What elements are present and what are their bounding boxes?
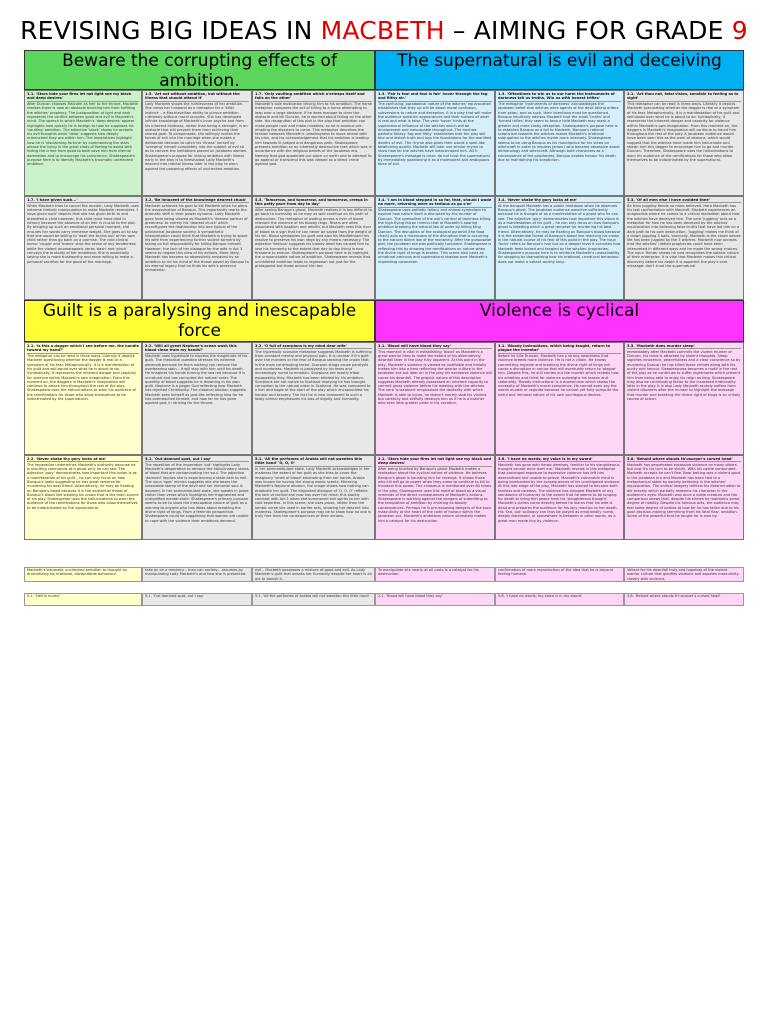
quote-heading: 1.3. 'Fair is foul and foul is fair' hover through the fog and filthy air.': [378, 92, 492, 102]
quote-cell: [375, 196, 495, 300]
theme-ambition-label: Beware the corrupting effects of ambition.: [62, 51, 337, 90]
title-mid: – AIMING FOR GRADE: [444, 16, 732, 45]
fragment-quote: [624, 593, 744, 606]
fragment-heading: 5.8. 'I have no words; my voice is in my sword': [498, 594, 583, 598]
quote-cell: [624, 455, 744, 540]
quote-analysis: The metaphor can be read in three ways. Literally it depicts Macbeth questioning whether the dagger is real or a symptom of his fear. Metaphorically, it is a manifestation of his guilt and self-doubt over what he is about to do. Symbolically, it represents the inherent danger and capacity for violence within Macbeth's own imagination. From this moment on, the daggers in Macbeth's imagination will continue to attack him throughout the rest of the play. Shakespeare uses the hallucinations to warn his audience of the ramifications for those who allow themselves to be indoctrinated by the supernatural.: [27, 354, 136, 402]
quote-analysis: Immediately after Macbeth commits the violent murder of Duncan, his mind is attacked by violent thoughts. Sleep signifies innocence, peacefulness and a clear conscience so by murdering Duncan he has killed those virtues along with his purity and honour. Sleeplessness becomes a motif in the rest of the play as he continues to suffer nightmares which prevent him from being able to enjoy his reign as king. Shakespeare may also be contributing factor to the increased irrationality later in the play. It is also Lady Macbeth acutely suffers from violent disorders after the murder to highlight the message that murder and breaking the divine right of kings is an unholy course of action.: [627, 349, 741, 402]
quote-cell: [24, 90, 142, 196]
quote-analysis: Shakespeare uses pathetic fallacy and animal symbolism to explore how nature itself is disrupted by the murder of Duncan. The symbolism of the owl's control of darkness killing the high-flying falcon mimics that of Macbeth's soaring ambition breaking the natural law of order by killing King Duncan. The disruption of the ecological pyramid (the food chain) acts as a microcosm of the disruption that is occurring to the natural divine law of the monarchy. After the gunpowder plot, the Jacobean era was politically turbulent. Shakespeare is reflecting this by showing the ramifications on nature when the divine right of kings is broken. This scene also casts an unnatural ominous and supernatural shadow over Macbeth's impending coronation.: [378, 208, 492, 264]
fragment-text: To manipulate sits nearly at all costs is a catalyst for his destruction.: [375, 567, 495, 582]
title-play: MACBETH: [320, 16, 445, 45]
quote-heading: 3.4. 'I am in blood stepped in so far, that, should I wade no more, returning were as tedious as go o'er': [378, 198, 492, 207]
fragment-text: Valiant for his downfall truly and hopeless of the violent warrior culture that glorifies violence and equates masculinity closely with violence.: [624, 567, 744, 582]
quote-analysis: After being taunted by Banquo's ghost Macbeth makes a realisation about the cyclical nature of violence. He believes Banquo's ghost is haunting him for revenge. It shows those who kill will go to power when they come to continue to kill to maintain this power. The chiasmus is mentioned over 60 times in the play, Shakespeare uses this motif of blood as a visual reminder of the direct consequences of Macbeth's actions. Shakespeare is warning against the dangers of submitting to the temptation of ambition by charting its bloody consequences. Perhaps he is pre-exposing dangers of the toxic masculinity at the heart of the code of honour within the Jacobean era. Macbeth's ambitious nature ultimately makes him a catalyst for his destruction.: [378, 467, 492, 523]
fragment-heading: 2.1. 'Blood will have blood they say': [378, 594, 443, 598]
quote-analysis: The repetition of the imperative 'out' highlights Lady Macbeth's desperation to remove the hallucinatory stains of blood that are contaminating her soul. The adjective 'damned' implies she is experiencing a state akin to hell. The noun 'spot' mimics suggests she she bears the inexorable stamp of the devil and her immortal soul is doomed. In her somnambulant state, she speaks in prose rather than verse which highlights her fragmented and unsignified mental state. Shakespeare's primary purpose seems to be to show the inescapable nature of guilt as a warning to anyone who has ideas about breaking the divine right of kings. From a feminist perspective, Shakespeare could be suggesting that women are unable to cope with the violence their ambitions demand.: [145, 462, 249, 523]
quote-analysis: Lady Macbeth shows the ruthlessness of her ambition. She views her husband as a metaphor for a 'killer instinct' – a Machiavellian ability to pursue ambition ruthlessly without moral scruples. She has developed infinite knowledge of Macbeth's inner psyche and from his inherent kindness, rather than being a strength, is an obstacle that will prevent them from achieving their shared goal. To compensate, she willingly invites the forces of evil into the marriage when she makes a deliberate decision to catch his 'illness' herself by 'screwing' herself completely into the subject of evil so as to convert the limitations placed on Jacobean women. Shakespeare's purpose for linking ambition with illness early in the play is to foreshadow Lady Macbeth's descent into mental illness later in the play to warn against the poisoning effects of unchecked ambition.: [145, 102, 248, 171]
quote-analysis: Be thou juggling fiends no more believed. Here Macbeth has his last confrontation with Macduff, Macbeth experiences an anagnorisis where he comes to a critical realisation about how the witches have deceived him. The verb 'juggling' acts as a metaphor for how he has been deceived by the witches' equivocation into believing false truths that have led him on a dark path to his own destruction. 'Juggling' makes me think of a clown juggling 3 balls. Ironically, Macbeth is the clown whose life has been juggled by the 3 witches. Macbeth now accepts that the witches' riddled prophecies could have been interpreted in different ways and he made the wrong choices. The noun 'fiends' shows he now recognises the satanic nature of their enterprise. It is vital that Macbeth makes this critical discovery before his death it is apparent the play's core message: don't trust the supernatural.: [627, 203, 741, 268]
quote-cell: [142, 90, 252, 196]
fragment-quote: [252, 593, 375, 606]
quote-cell: [624, 196, 744, 300]
quote-heading: 2.2. 'Never shake thy gory locks at me': [27, 457, 139, 462]
fragment-heading: 5.8. 'Behold where stands th'usurper's cursed head': [627, 594, 721, 598]
quote-analysis: Macbeth uses hyperbole to express the magnitude of his guilt. The rhetorical question stresses his extreme paranoia because he fears nothing can remove the overbearing stain – it will stay with him until his death. He imagines his hands turning the sea red because it is unnatural and has corrupted the natural order. The quantity of blood suggests he is drowning in his own guilt. Neptune is a pagan God reflecting how Macbeth has rejected Christianity. The classical allusion suggests Macbeth sees himself as god-like reflecting how far he has overreached himself, and how far he has gone against god, in striving for the throne.: [145, 354, 248, 406]
quote-heading: 2.1. 'Stars hide your fires let not light see my black and deep desires': [378, 457, 492, 466]
quote-analysis: Before he kills Duncan, Macbeth has a strong awareness that violence breeds more violence. He is not a villain. He knows committing regicide and breaking the divine right of kings will cause a disruption in nature that will eventually return to 'plague' him. Despite this, he still carries out the murder which reveals how his ambition and thirst for violence outweighs his reason and rationality. 'Bloody instructions' is a euphemism which shows the necessity of Macbeth's moral conscience. He cannot even say the words murder or regicide because he cannot yet fully compute the sinful and immoral nature of his own sacrilegious desires.: [498, 354, 619, 397]
theme-guilt: [24, 300, 375, 342]
fragment-text: evil – Macbeth possesses a mixture of good and evil. As Lady Macbeth's guilt that wreaks her humanity despite her heart is an act to banish it.: [252, 567, 375, 582]
quote-cell: [495, 196, 624, 300]
quote-analysis: This metaphor can be read in three ways. Literally it depicts Macbeth speculating whether the dagger is real or a symptom of his fear. Metaphorically, it is a manifestation of his guilt and self-doubt over what he is about to do. Symbolically, it represents the inherent danger and capacity for violence within Macbeth's own imagination. From this moment on, the daggers in Macbeth's imagination will continue to haunt him throughout the rest of the play. A Jacobean audience would have been seen this as the work of demons, which would suggest that the witches have made him hallucinate and shown him this dagger to encourage him to go and murder Duncan. Therefore, Shakespeare uses the hallucinations to warn his audience of the ramifications for those who allow themselves to be indoctrinated by the supernatural.: [627, 102, 740, 162]
quote-analysis: The imperative undermines Macbeth's authority because he is shouting commands at a ghost only he can see. The adjective 'gory' demonstrates how important this vision is as a manifestation of his guilt – he can only focus on how Banquo's looks suggesting he has great remorse for murdering his best friend. Alternatively, he may be fixating on Banquo's blood because it is the existential threat of Banquo's blood line stealing his crown that is the main source of his play. Shakespeare uses the hallucinations to warn the audience of the ramifications for those who allow themselves to be indoctrinated by the supernatural.: [27, 462, 139, 510]
quote-cell: [495, 342, 624, 455]
quote-cell: [375, 455, 495, 540]
quote-heading: 1.5. 'Art not without ambition, but without the illness that should attend it': [145, 92, 249, 102]
quote-cell: [24, 342, 142, 455]
quote-cell: [24, 455, 142, 540]
quote-heading: 3.1. 'Bloody instructions, which being taught, return to plague the inventor': [498, 344, 621, 354]
quote-cell: [375, 342, 495, 455]
title-prefix: REVISING BIG IDEAS IN: [20, 16, 321, 45]
quote-heading: 3.5. 'Macbeth does murder sleep': [627, 344, 741, 349]
quote-heading: 3.4. 'Never shake thy gory locks at me': [498, 198, 621, 203]
quote-heading: 1.1. 'Stars hide your fires let not light see my black and deep desires': [27, 92, 139, 102]
fragment-quote: [375, 593, 495, 606]
quote-analysis: After seeing Banquo's ghost, Macbeth realises it is too difficult to go back to normality so he may as well continue on his path of destruction. The metaphor of wading across a river of blood relevant the violence of his bloody reign. Rivers are often associated with baptism and rebirth, but Macbeth sees this river of blood as a sign that he can never be saved from the weight of his sin. Blood symbolizes his guilt and also his MacBeth/and his resolve to preserve his own reign by any means necessary. The adjective 'tedious' suggests his bloody deed has caused him to lose his humanity to the extent that day to day living is now tiresome to endure. Shakespeare's purpose here is to highlight the unquenchable nature of ambition. Shakespeare reveals that uninhibited ambition leads to regression not just for the protagonist but those around him too.: [255, 208, 372, 268]
quote-analysis: In her somnambulant state, Lady Macbeth acknowledges in her madness the extent of her guilt as she tries to cover the imaginary 'smell of blood' emanating from her hands. Arabia was known for having the strong exotic scents. Mirroring Macbeth's Neptune allusion, the image shows how nothing can eradicate her guilt. The disjointed dialogue of 'O, O, O' reflects the lack of control she now has over her mind: this starkly contrast with Act 1 when she summoned evil spirits to her with cold expertise. In this scene, she uses prose, rather than the iambic verse she used in earlier acts, showing her descent into madness. Shakespeare's purpose may be to show how no one is truly free from the consequences of their actions.: [255, 467, 372, 519]
quote-cell: [252, 455, 375, 540]
quote-cell: [252, 90, 375, 196]
quote-heading: 3.1. 'Blood will have blood they say': [378, 344, 492, 349]
quote-cell: [142, 196, 252, 300]
fragment-heading: 5.1. 'All the perfumes of Arabia will not sweeten this little hand': [255, 594, 370, 598]
quote-cell: [252, 342, 375, 455]
quote-heading: 2.1. 'Is this a dagger which I see before me, the handle toward my hand?': [27, 344, 139, 353]
quote-heading: 5.3. 'Of all men else I have avoided thee': [627, 198, 741, 203]
fragment-quote: [24, 593, 142, 606]
quote-cell: [495, 455, 624, 540]
page-title: [0, 16, 768, 45]
fragment-quote: [495, 593, 624, 606]
quote-cell: [252, 196, 375, 300]
fragment-quote: [142, 593, 252, 606]
quote-heading: 1.7. 'I have given suck...': [27, 198, 139, 203]
fragment-text: take on on a mockery... men can society... assumes by manipulating Lady Macbeth's and how she is presented.: [142, 567, 252, 582]
quote-analysis: The metaphor 'instruments of darkness' acknowledges the Jacobean belief that witches were agents of the devil taking orders from satan, and as such, their intentions must be questioned. Banquo intuitively advises Macbeth that the small 'truths' and 'honest trifles' they seem to favour hold Macbeth may mask a greater and more costly deception. Shakespeare's purpose here is to establish Banquo as a foil to Macbeth. Banquo's rational scepticism towards the witches makes Macbeth's irrational subjugation to the witches rhyme more intensely. Shakespeare seems to be using Banquo as his mouthpiece for his views on witchcraft in order to impress James I who became obsessive about demonology and witchcraft. Although both characters as a consequence of the prophecies, Banquo evokes honour his death due to maintaining his scepticism.: [498, 102, 620, 162]
quote-cell: [624, 90, 744, 196]
quote-analysis: The hyperbolic scorpion metaphor suggests Macbeth is suffering from constant mental and physical pain. It is unclear if it's guilt over the murders or the fear of Banquo stealing the crown that is the main contributing factor. Scorpion stings cause paralysis and numbness. Macbeth is paralysed by his fears and increasingly numb to emotion. Scorpions are mostly tribal escapeeing they. Macbeth has been blinded by his ambition. Scorpions are not native to Scotland implying he has brought corruption to the natural order in Scotland. He was compared to a lion and eagle at the start of the play which encapsulated his honour and bravery. The fact he is now compared to such a lowly animal emphasizes his loss of dignity and humanity.: [255, 349, 372, 402]
quote-cell: [24, 196, 142, 300]
quote-analysis: After Duncan chooses Malcolm as heir to the throne, Macbeth realises there is now an obstacle blocking him from fulfilling the witches' prophecy. The juxtaposition of light and dark represents the conflict between good and evil in Macbeth's mind. The speech in which Macbeth's 'deep desires' appear highlights how quickly he is foreign to how he supposes his 'vaulting' ambition. The adjective 'black' shows he accepts his evil thoughts while 'deep' suggests how deeply entrenched they are within him. The imperatives highlight how he is 'disclaiming fortune' by commanding the stars please the living in the great clods of feeling to assist with hiding the crime from good to both save him from eternal damnation and to encourage his conscience. Shakespeare's purpose here is to identify Macbeth's traumatic unchecked ambition.: [27, 102, 139, 167]
quote-cell: [624, 342, 744, 455]
fragment-heading: 5.1. 'Out damned spot, out I say': [145, 594, 205, 598]
theme-supernatural: [375, 50, 744, 90]
quote-heading: 1.7. 'Only vaulting ambition which o'erleaps itself and falls on the other': [255, 92, 372, 102]
fragment-heading: 5.1. 'Hell is murky': [27, 594, 61, 598]
fragment-text: confirmation of more reproduction of the idea that he is beyond feeling humane.: [495, 567, 624, 582]
quote-analysis: This moment is vital in establishing 'blood' as Macbeth's a great warrior hero to make the extent of his alternatively downfall later in the play fully apparent. At this point in the play, Macbeth's violence is viewed as justifiable and initially makes him into a hero reflecting the warrior culture in the Jacobean era but later on in the play his excessive violence will cause his downfall. The graphic nature of this description suggests Macbeth already possessed an inherent capacity to commit gross violence before his meeting with the witches. The verb 'unseamed' emphasises the dexterity with which Macbeth is able to injure, he doesn't merely stab his victims but carefully and skilfully destroys him as if he is a butcher who sees little greater pride in his vocation.: [378, 349, 492, 406]
quote-analysis: Macbeth has perpetrated excessive violence on many others but now it's his turn to be victim. With his castle surrounded, Macbeth accepts he can't flee. Bear baiting was a violent sport in the Jacobean era and Macbeth has been tied to a metaphorical stake by society believing in the witches' equivocation. The animal imagery reflects his determination to die bravely which partially redeems his character in the audience's eyes. Macbeth was once a noble creature and the comparison shows that, despite his crimes he maintains some degree of nobility. Despite his heinous acts, the audience may feel some degree of pathos at how far he has fallen due to his poor decision-making stemming from his fatal flaw, ambition. Some of the powerful that he fought for is now by.: [627, 462, 741, 519]
quote-cell: [142, 342, 252, 455]
quote-analysis: At the banquet Macbeth has a public meltdown when he observes Banquo's ghost. The Jacobean audience would've sufficiently because he is thought of as a manifestation of a ghost who he can see. The adjective 'gory' demonstrates how important this vision is as a manifestation of his guilt – he can only focus on how Banquo's ghost is bleeding which a great remorse for murdering his best friend. Alternatively, he may be fixating on Banquo's blood because it is the existential threat of Banquo's blood line reaching his crown in the natural course of his fear of this point in the play. The noun 'locks' refers to Banquo's hair but on a deeper level it connotes how Macbeth feels locked and tangled by the witches' prophecies. Shakespeare's purpose here is to reinforce Macbeth's unavailability for stopping by dramatizing how his irrational, unnatural behaviour does not make a valiant worthy king.: [498, 203, 621, 264]
theme-ambition: [24, 50, 375, 90]
quote-heading: 5.5. 'Tomorrow, and tomorrow, and tomorrow, creeps in this petty pace from day to day': [255, 198, 372, 208]
quote-heading: 2.1. 'Art thou not, fatal vision, sensible to feeling as to sight': [627, 92, 741, 102]
quote-heading: 2.2. 'Will all great Neptune's ocean wash this blood clean from my hands?': [145, 344, 249, 354]
quote-analysis: When Macbeth tries to cancel the murder, Lady Macbeth uses extreme rhetoric manipulation to make Macbeth reconsider. 'I have given suck' depicts that she has given birth to and breastfed a child however, this child must have died in infancy because the absence of an heir is crucial to the plot. By bringing up such an emotional personal moment, she ensures her words carry immense weight. She goes on to say that she would be willing to 'dash the brains out' of her own child rather than go back on a promise. The cold clinical horror 'nipple' and 'brains' strip the sense of any tenderness while the violent onomatopoeic verbs 'dash' and 'pluck' conveys the brutality of her ambitions. She is essentially saying she is more trustworthy and more willing to make a personal sacrifice for the good of the marriage.: [27, 203, 139, 264]
quote-cell: [142, 455, 252, 540]
quote-heading: 5.8. 'I have no words; my voice is in my sword': [498, 457, 621, 462]
quote-heading: 5.1. 'Out damned spot, out I say': [145, 457, 249, 462]
theme-guilt-label: Guilt is a paralysing and inescapable force: [42, 301, 357, 341]
quote-analysis: Macbeth has gone with heroic demises, familiar to his slaughterous thought cannot once start me.' Macbeth reveals in this metaphor that prolonged exposure to excessive violence has left him desensitised and unable to grieve. Macbeth's vulnerable mind is being bombarded by the consequences of his unmitigated violence. At this late stage of the play, Macbeth has started to become both fearless and careless. The violence has stripped Macbeth of any semblance of humanity to the extent that he seems to be longing for death to bring him peace from his 'slaughterous thought'. Macbeth's claims come directly before he learns that his wife is dead and prepares the audience for his lacy reaction to her death. His 'Out, out' soliloquy can thus be played as emotionally numb, deeply distressed, or somewhere in-between in other words, as a great man made tiny by violence.: [498, 462, 621, 523]
quote-analysis: Macbeth's sole motivation driving him to his ambition. The horse metaphor compares the act of killing to a horse attempting to leap over a large obstacle. If he does manage to clear the obstacle and kill Duncan, he is worried about falling on the other side. His recognition of this plot in the play that ambition can make people rush and make mistakes, so he is anxious pre-empting the disasters to come. This metaphor describes the tension between Macbeth's unwillingness to move ahead with his plan, and his acknowledgement that his ambition is leading him towards ill-judged and dangerous path. Shakespeare presents ambition as an inherently destructive trait which was in accordance with the religious beliefs of the Jacobean era. Namely that god appointed our place on earth and to attempt to go against or transcend this was viewed as a direct crime against god.: [255, 102, 372, 167]
quote-heading: 3.2. 'Be innocent of the knowledge dearest chuck': [145, 198, 249, 203]
quote-cell: [375, 90, 495, 196]
quote-cell: [495, 90, 624, 196]
quote-heading: 3.2. 'O full of scorpions is my mind dear wife': [255, 344, 372, 349]
quote-heading: 1.3. 'Oftentimes to win us to our harm the instruments of darkness tell us truths, Win us with honest trifles': [498, 92, 621, 102]
quote-heading: 5.1. 'All the perfumes of Arabia will not sweeten this little hand' 'O, O, O': [255, 457, 372, 467]
fragment-text: Macbeth's traumatic unchecked ambition to thought by dramatizing his irrational, disreputable behaviour.: [24, 567, 142, 582]
theme-violence-label: Violence is cyclical: [479, 301, 640, 321]
quote-analysis: Macbeth achieves his goal to kill Macbeth when he plans the assassination of Banquo. This importantly marks the dramatic shift in their power dynamic. Lady Macbeth goes from being viewed as Macbeth's 'dearest partner of greatness' to merely his 'dearest chuck' which reconfigures the relationship into one typical of the patriarchal Jacobean society. A sympathetic interpretation could think that Macbeth is trying to spare his wife from experiencing further violent torment by taking on full responsibility for killing Banquo himself. However, the lack of her dialogue for the wife in Act 3 seems to negate this view of his actions. More likely, Macbeth has become so obsessively enslaved by an ambition to rid his mind of the threat posed by Banquo to his eternal legacy that he finds his wife's presence immaterial.: [145, 203, 249, 273]
theme-supernatural-label: The supernatural is evil and deceiving: [397, 51, 722, 71]
title-grade: 9: [731, 16, 748, 45]
theme-violence: [375, 300, 744, 342]
quote-heading: 5.8. 'Behold where stands th'usurper's cursed head': [627, 457, 741, 462]
quote-analysis: The confusing, paradoxical nature of the witches' equivocation establishes that they up will be about moral confusion, subversions to nature and deception. It is a play that will make the audience question appearances and their notions of what is real and what is false. The verb 'hover' hints at the supernatural influence of the witches which will be omnipresent and inescapable throughout. The trochaic pathetic fallacy 'fog and filthy' establishes that the play will blur and distort truth and lays the foundations for the manifest depths of evil. The rhyme also gives their words a spell-like bewitching quality. Macbeth will later use similar rhyme to show how far the witches have indoctrinated him. AO3: Shakespeare's message is clear: do not trust the supernatural by immediately positioning it as a malevolent and ambiguous force of evil.: [378, 102, 492, 167]
